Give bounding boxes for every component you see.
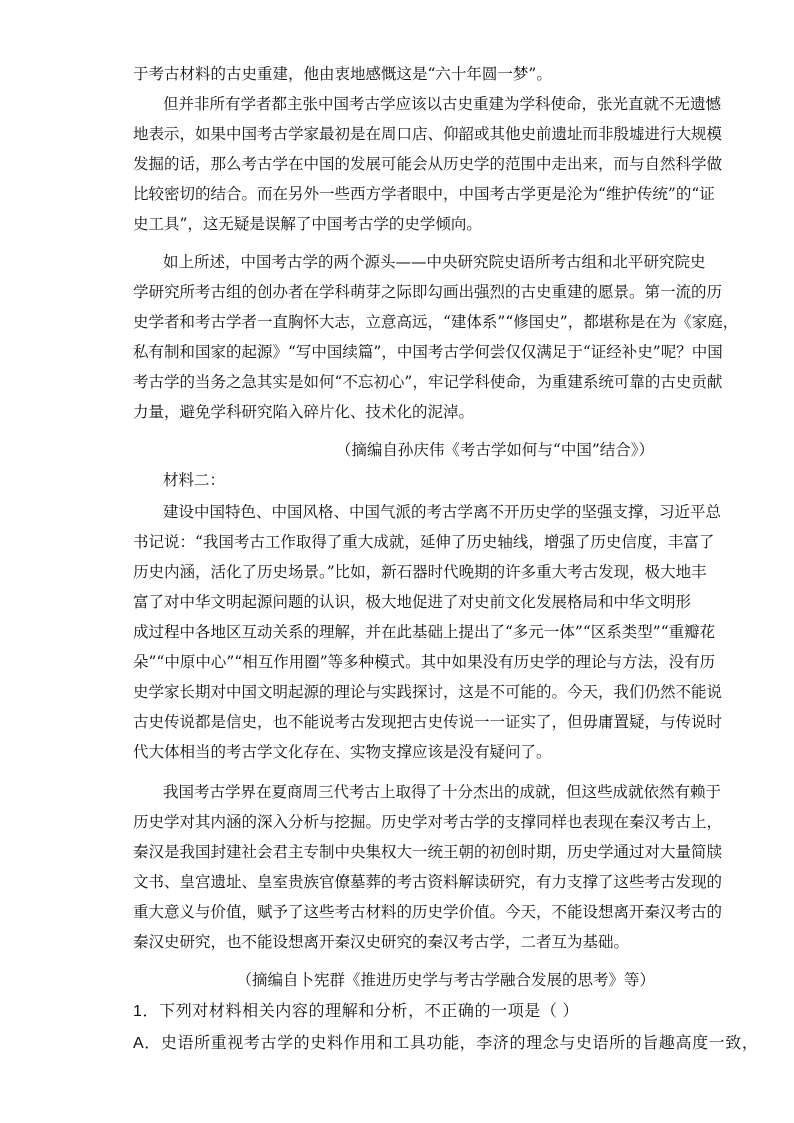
paragraph-line: 史学家长期对中国文明起源的理论与实践探讨，这是不可能的。今天，我们仍然不能说 xyxy=(133,683,723,701)
paragraph-line: 书记说：“我国考古工作取得了重大成就，延伸了历史轴线，增强了历史信度，丰富了 xyxy=(133,533,715,551)
paragraph-line: 学研究所考古组的创办者在学科萌芽之际即勾画出强烈的古史重建的愿景。第一流的历 xyxy=(133,283,723,301)
paragraph-line: 于考古材料的古史重建，他由衷地感慨这是“六十年圆一梦”。 xyxy=(133,65,552,83)
source-citation: （摘编自孙庆伟《考古学如何与“中国”结合》） xyxy=(335,441,654,459)
paragraph-line: 史学者和考古学者一直胸怀大志，立意高远，“建体系”“修国史”，都堪称是在为《家庭， xyxy=(133,313,739,331)
paragraph-line: 代大体相当的考古学文化存在、实物支撑应该是没有疑问了。 xyxy=(133,743,552,761)
paragraph-line: 富了对中华文明起源问题的认识，极大地促进了对史前文化发展格局和中华文明形 xyxy=(133,593,692,611)
paragraph-line: 文书、皇宫遗址、皇室贵族官僚墓葬的考古资料解读研究，有力支撑了这些考古发现的 xyxy=(133,873,723,891)
paragraph-line: 成过程中各地区互动关系的理解，并在此基础上提出了“多元一体”“区系类型”“重瓣花 xyxy=(133,623,716,641)
section-heading: 材料二： xyxy=(163,471,226,489)
paragraph-line: 我国考古学界在夏商周三代考古上取得了十分杰出的成就，但这些成就依然有赖于 xyxy=(163,783,722,801)
question-stem: 1．下列对材料相关内容的理解和分析，不正确的一项是（ ） xyxy=(133,1003,580,1020)
paragraph-line: 私有制和国家的起源》“写中国续篇”，中国考古学何尝仅仅满足于“证经补史”呢？中国 xyxy=(133,343,723,361)
paragraph-line: 力量，避免学科研究陷入碎片化、技术化的泥淖。 xyxy=(133,403,475,421)
paragraph-line: 朵”“中原中心”“相互作用圈”等多种模式。其中如果没有历史学的理论与方法，没有历 xyxy=(133,653,716,671)
paragraph-line: 古史传说都是信史，也不能说考古发现把古史传说一一证实了，但毋庸置疑，与传说时 xyxy=(133,713,723,731)
paragraph-line: 历史内涵，活化了历史场景。”比如，新石器时代晚期的许多重大考古发现，极大地丰 xyxy=(133,563,707,581)
paragraph-line: 历史学对其内涵的深入分析与挖掘。历史学对考古学的支撑同样也表现在秦汉考古上， xyxy=(133,813,723,831)
paragraph-line: 地表示，如果中国考古学家最初是在周口店、仰韶或其他史前遗址而非殷墟进行大规模 xyxy=(133,125,723,143)
paragraph-line: 发掘的话，那么考古学在中国的发展可能会从历史学的范围中走出来，而与自然科学做 xyxy=(133,155,723,173)
paragraph-line: 但并非所有学者都主张中国考古学应该以古史重建为学科使命，张光直就不无遗憾 xyxy=(163,95,722,113)
paragraph-line: 比较密切的结合。而在另外一些西方学者眼中，中国考古学更是沦为“维护传统”的“证 xyxy=(133,185,715,203)
paragraph-line: 史工具”，这无疑是误解了中国考古学的史学倾向。 xyxy=(133,215,482,233)
paragraph-line: 重大意义与价值，赋予了这些考古材料的历史学价值。今天，不能设想离开秦汉考古的 xyxy=(133,903,723,921)
paragraph-line: 如上所述，中国考古学的两个源头——中央研究院史语所考古组和北平研究院史 xyxy=(163,253,706,271)
paragraph-line: 考古学的当务之急其实是如何“不忘初心”，牢记学科使命，为重建系统可靠的古史贡献 xyxy=(133,373,723,391)
paragraph-line: 建设中国特色、中国风格、中国气派的考古学离不开历史学的坚强支撑，习近平总 xyxy=(163,503,722,521)
paragraph-line: 秦汉是我国封建社会君主专制中央集权大一统王朝的初创时期，历史学通过对大量简牍 xyxy=(133,843,723,861)
paragraph-line: 秦汉史研究，也不能设想离开秦汉史研究的秦汉考古学，二者互为基础。 xyxy=(133,933,630,951)
answer-option-a: A．史语所重视考古学的史料作用和工具功能，李济的理念与史语所的旨趣高度一致， xyxy=(133,1035,759,1052)
source-citation: （摘编自卜宪群《推进历史学与考古学融合发展的思考》等） xyxy=(236,971,655,989)
